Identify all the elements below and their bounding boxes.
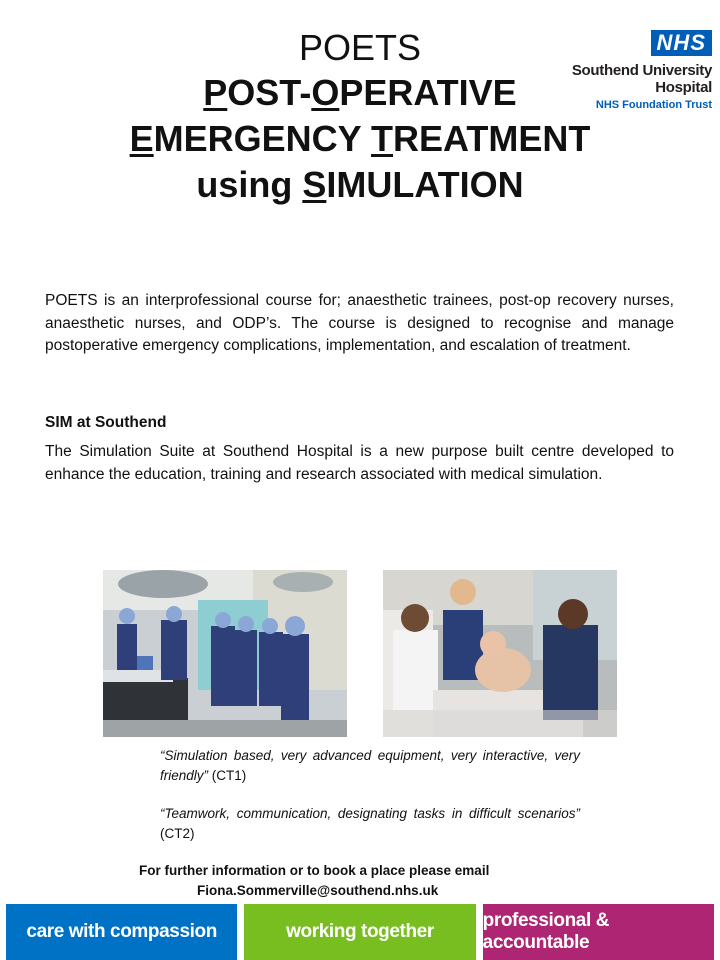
contact-prompt: For further information or to book a place please email xyxy=(139,863,490,878)
title-initial-letter: O xyxy=(311,72,340,113)
logo-trust-name: Southend University xyxy=(571,62,712,79)
testimonial-ct2-text: “Teamwork, communication, designating tasks in difficult scenarios” xyxy=(160,806,580,821)
logo-hospital: Hospital xyxy=(655,79,712,96)
testimonial-ct1-source: (CT1) xyxy=(208,768,247,783)
title-text-segment: IMULATION xyxy=(326,164,524,205)
title-poets: POETS xyxy=(298,27,422,68)
value-working-together: working together xyxy=(244,904,475,960)
title-text-segment: MERGENCY xyxy=(153,118,372,159)
values-footer xyxy=(6,904,714,960)
title-text-segment: using xyxy=(196,164,303,205)
title-line-emergency-treatment xyxy=(110,116,610,162)
title-initial-letter: E xyxy=(129,118,154,159)
section-heading: SIM at Southend xyxy=(45,414,167,431)
nhs-logo xyxy=(552,30,712,112)
title-text-segment: REATMENT xyxy=(393,118,591,159)
testimonial-ct2-source: (CT2) xyxy=(160,826,195,841)
value-professional-accountable: professional & accountable xyxy=(483,904,714,960)
testimonial-ct1-text: “Simulation based, very advanced equipment, very interactive, very friendly” xyxy=(160,748,580,783)
testimonial-ct2 xyxy=(160,804,580,844)
title-initial-letter: P xyxy=(203,72,228,113)
photo-simulation-manikin xyxy=(383,570,617,737)
title-line-using-simulation xyxy=(110,162,610,208)
contact-email: Fiona.Sommerville@southend.nhs.uk xyxy=(197,883,439,898)
intro-paragraph: POETS is an interprofessional course for; anaesthetic trainees, post-op recovery nurses, anaesthetic nurses, and ODP’s. The course is designed to recognise and manage postoperative emergency complications, implementation, and escalation of treatment. xyxy=(45,292,674,354)
title-text-segment: PERATIVE xyxy=(339,72,517,113)
value-care-with-compassion: care with compassion xyxy=(6,904,237,960)
testimonial-ct1 xyxy=(160,746,580,786)
title-block xyxy=(110,26,610,208)
title-line-post-operative xyxy=(110,70,610,116)
title-initial-letter: S xyxy=(302,164,327,205)
photo-theatre-team xyxy=(103,570,347,737)
nhs-badge: NHS xyxy=(651,30,712,56)
section-paragraph: The Simulation Suite at Southend Hospital is a new purpose built centre developed to enhance the education, training and research associated with medical simulation. xyxy=(45,443,674,483)
logo-foundation-trust: NHS Foundation Trust xyxy=(595,99,712,111)
title-text-segment: OST- xyxy=(227,72,312,113)
contact-info xyxy=(0,861,640,901)
title-initial-letter: T xyxy=(371,118,394,159)
